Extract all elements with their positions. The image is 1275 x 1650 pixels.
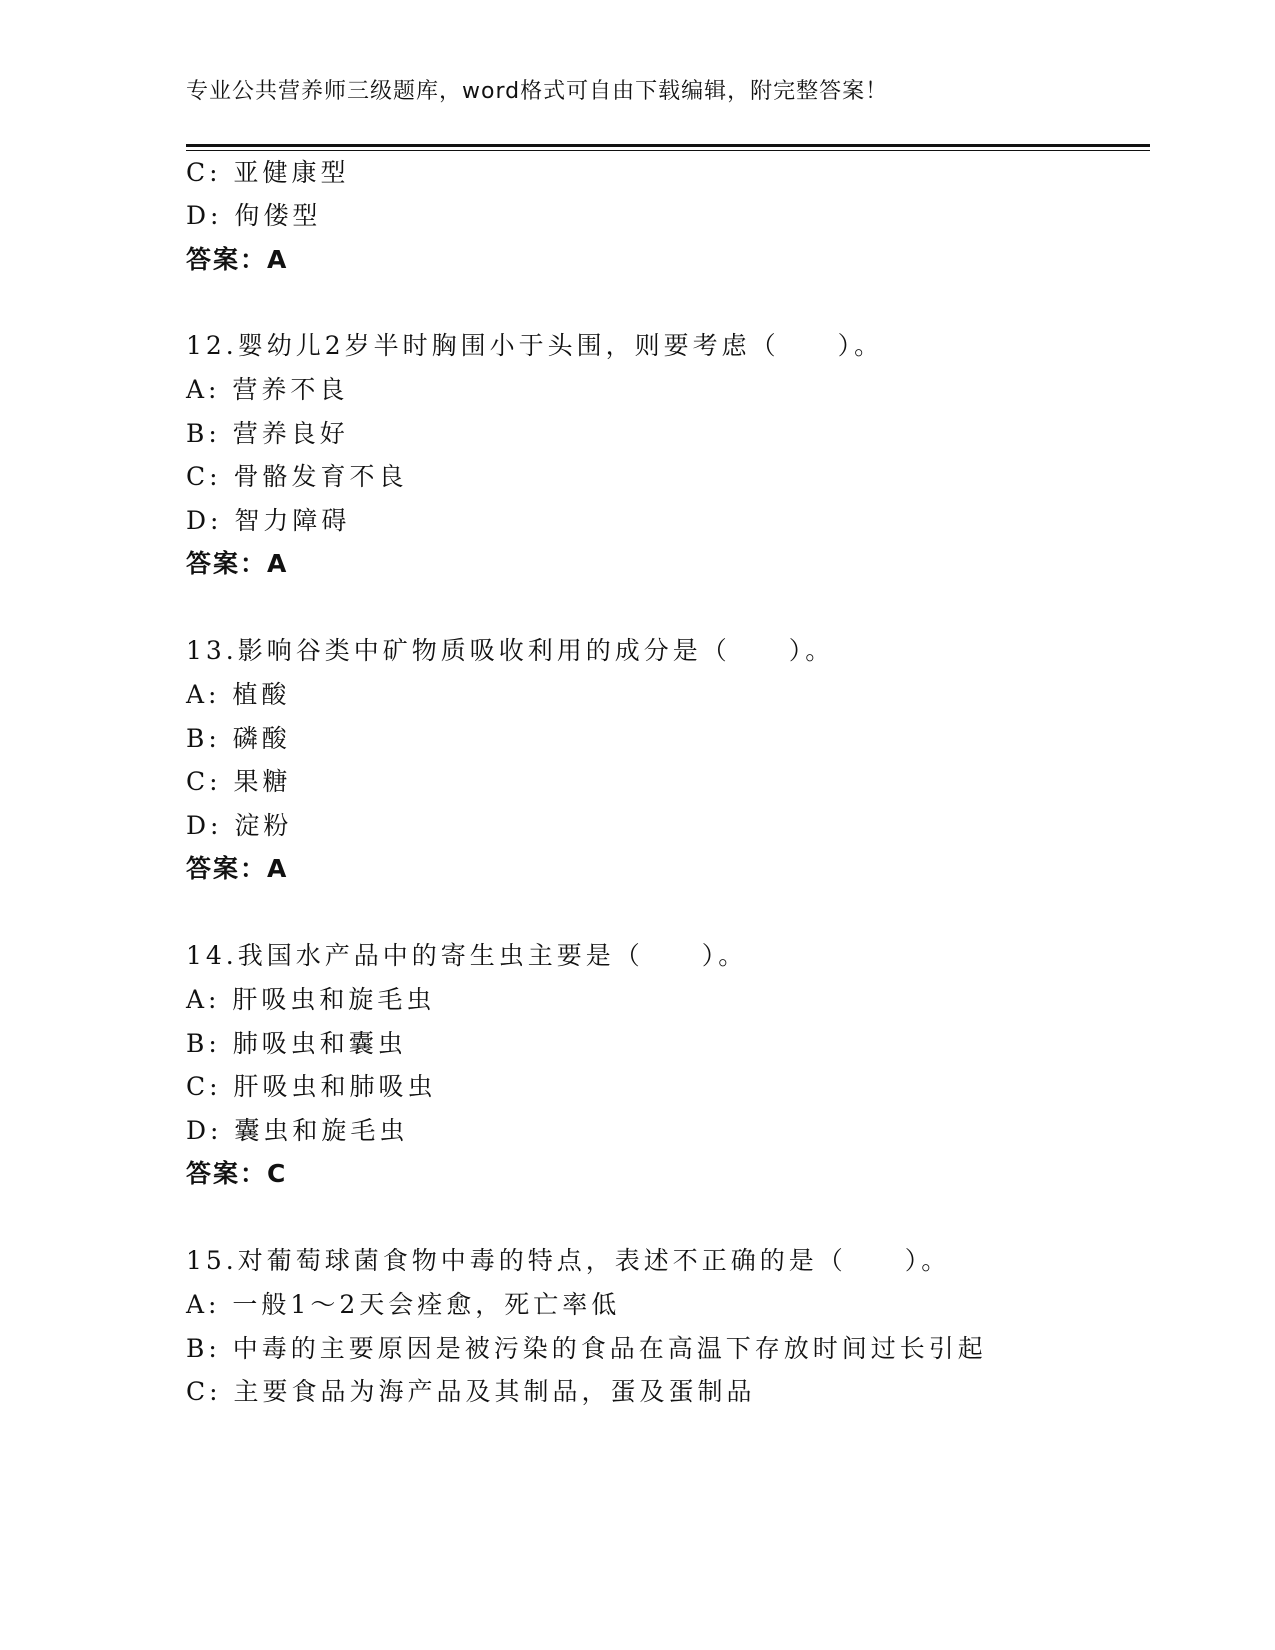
- answer-line: 答案：A: [186, 549, 289, 578]
- option-b: B: 中毒的主要原因是被污染的食品在高温下存放时间过长引起: [186, 1334, 987, 1363]
- option-b: B: 磷酸: [186, 724, 291, 753]
- question-text: 15.对葡萄球菌食物中毒的特点，表述不正确的是（ ）。: [186, 1246, 951, 1275]
- option-a: A: 肝吸虫和旋毛虫: [186, 985, 436, 1014]
- option-b: B: 肺吸虫和囊虫: [186, 1029, 407, 1058]
- option-a: A: 一般1～2天会痊愈，死亡率低: [186, 1290, 621, 1319]
- option-d: D: 智力障碍: [186, 506, 351, 535]
- option-a: A: 植酸: [186, 680, 291, 709]
- page-header: 专业公共营养师三级题库，word格式可自由下载编辑，附完整答案！: [186, 79, 889, 104]
- option-c: C: 亚健康型: [186, 158, 350, 187]
- header-rule-thick: [186, 144, 1150, 147]
- option-d: D: 佝偻型: [186, 201, 322, 230]
- question-text: 12.婴幼儿2岁半时胸围小于头围，则要考虑（ ）。: [186, 331, 884, 360]
- answer-line: 答案：C: [186, 1159, 288, 1188]
- option-c: C: 果糖: [186, 767, 292, 796]
- answer-line: 答案：A: [186, 854, 289, 883]
- answer-line: 答案：A: [186, 245, 289, 274]
- header-rule-thin: [186, 150, 1150, 151]
- option-c: C: 主要食品为海产品及其制品，蛋及蛋制品: [186, 1377, 756, 1406]
- option-c: C: 肝吸虫和肺吸虫: [186, 1072, 437, 1101]
- question-text: 14.我国水产品中的寄生虫主要是（ ）。: [186, 941, 748, 970]
- option-d: D: 囊虫和旋毛虫: [186, 1116, 409, 1145]
- option-d: D: 淀粉: [186, 811, 293, 840]
- option-b: B: 营养良好: [186, 419, 349, 448]
- option-c: C: 骨骼发育不良: [186, 462, 408, 491]
- question-text: 13.影响谷类中矿物质吸收利用的成分是（ ）。: [186, 636, 835, 665]
- option-a: A: 营养不良: [186, 375, 349, 404]
